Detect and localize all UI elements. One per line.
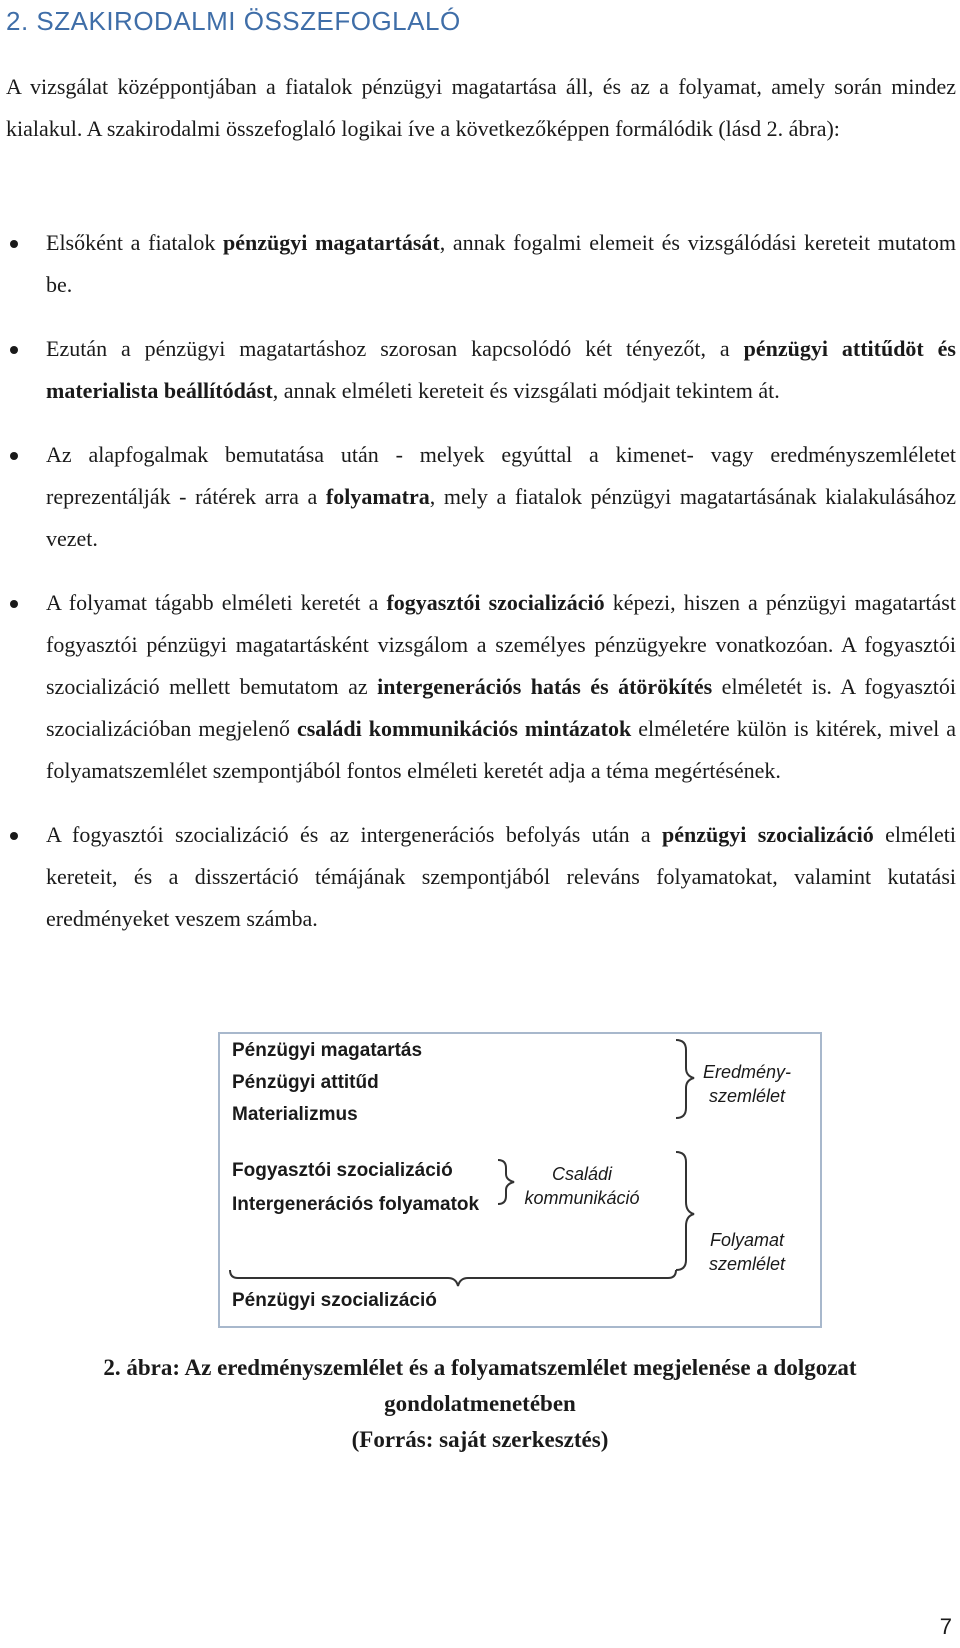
note-line: Eredmény- xyxy=(702,1062,792,1082)
caption-line: gondolatmenetében xyxy=(384,1391,576,1416)
note-csaladi-kommunikacio xyxy=(512,1162,652,1210)
caption-line: 2. ábra: Az eredményszemlélet és a folyamatszemlélet megjelenése a dolgozat xyxy=(103,1355,857,1380)
note-eredmenyszemlelet xyxy=(692,1060,802,1108)
text-run: elméletét is. A fogyasztói szocializációban megjelenő xyxy=(46,674,956,741)
text-run: Elsőként a fiatalok xyxy=(46,230,224,255)
bold-term: folyamatra xyxy=(325,484,430,509)
text-run: Ezután a pénzügyi magatartáshoz szorosan kapcsolódó két tényezőt, a xyxy=(46,336,744,361)
bold-term: pénzügyi szocializáció xyxy=(662,822,874,847)
text-run: Az alapfogalmak bemutatása után - melyek egyúttal a kimenet- vagy eredményszemléletet reprezentálják - rátérek arra a xyxy=(46,442,956,509)
figure-diagram xyxy=(218,1032,822,1328)
bullet-item xyxy=(0,814,956,940)
note-line: Folyamat xyxy=(709,1230,785,1250)
label-intergeneracios-folyamatok: Intergenerációs folyamatok xyxy=(232,1194,480,1215)
bold-term: családi kommunikációs mintázatok xyxy=(296,716,632,741)
bullet-item xyxy=(0,222,956,306)
bullet-dot-icon xyxy=(10,240,18,248)
bullet-dot-icon xyxy=(10,452,18,460)
label-fogyasztoi-szocializacio: Fogyasztói szocializáció xyxy=(232,1160,453,1181)
figure-caption xyxy=(30,1350,930,1458)
bullet-dot-icon xyxy=(10,832,18,840)
label-penzugyi-attitud: Pénzügyi attitűd xyxy=(232,1072,379,1093)
bullet-item xyxy=(0,328,956,412)
text-run: elméletére külön is kitérek, mivel a folyamatszemlélet szempontjából fontos elméleti keretét adja a téma megértésének. xyxy=(46,716,956,783)
label-penzugyi-magatartas: Pénzügyi magatartás xyxy=(232,1040,423,1061)
note-folyamatszemlelet xyxy=(692,1228,802,1276)
bullet-dot-icon xyxy=(10,346,18,354)
intro-paragraph: A vizsgálat középpontjában a fiatalok pénzügyi magatartása áll, és az a folyamat, amely során mindez kialakul. A szakirodalmi összefoglaló logikai íve a következőképpen formálódik (lásd 2. ábra): xyxy=(6,74,956,141)
bullet-dot-icon xyxy=(10,600,18,608)
text-run: , annak elméleti kereteit és vizsgálati módjait tekintem át. xyxy=(272,378,780,403)
text-run: , annak fogalmi elemeit és vizsgálódási kereteit mutatom be. xyxy=(46,230,956,297)
text-run: , mely a fiatalok pénzügyi magatartásának kialakulásához vezet. xyxy=(46,484,956,551)
note-line: Családi xyxy=(551,1164,613,1184)
label-penzugyi-szocializacio: Pénzügyi szocializáció xyxy=(232,1290,437,1311)
bullet-item xyxy=(0,434,956,560)
folyamat-bottom-brace-icon xyxy=(230,1270,676,1286)
page-number: 7 xyxy=(939,1614,952,1639)
bold-term: intergenerációs hatás és átörökítés xyxy=(377,674,713,699)
bold-term: pénzügyi attitűdöt és materialista beállítódást xyxy=(46,336,956,403)
text-run: elméleti kereteit, és a disszertáció témájának szempontjából releváns folyamatokat, valamint kutatási eredményeket veszem számba. xyxy=(46,822,956,931)
section-heading: 2. SZAKIRODALMI ÖSSZEFOGLALÓ xyxy=(6,6,461,36)
label-materializmus: Materializmus xyxy=(232,1104,358,1125)
bold-term: pénzügyi magatartását xyxy=(223,230,440,255)
bullet-item xyxy=(0,582,956,792)
note-line: szemlélet xyxy=(708,1254,786,1274)
bullet-list xyxy=(0,222,960,940)
caption-source: (Forrás: saját szerkesztés) xyxy=(351,1427,609,1452)
bold-term: fogyasztói szocializáció xyxy=(386,590,605,615)
text-run: képezi, hiszen a pénzügyi magatartást fogyasztói pénzügyi magatartásként vizsgálom a személyes pénzügyekre vonatkozóan. A fogyasztói szocializáció mellett bemutatom az xyxy=(46,590,956,699)
note-line: kommunikáció xyxy=(524,1188,640,1208)
note-line: szemlélet xyxy=(708,1086,786,1106)
text-run: A fogyasztói szocializáció és az intergenerációs befolyás után a xyxy=(46,822,663,847)
text-run: A folyamat tágabb elméleti keretét a xyxy=(46,590,387,615)
